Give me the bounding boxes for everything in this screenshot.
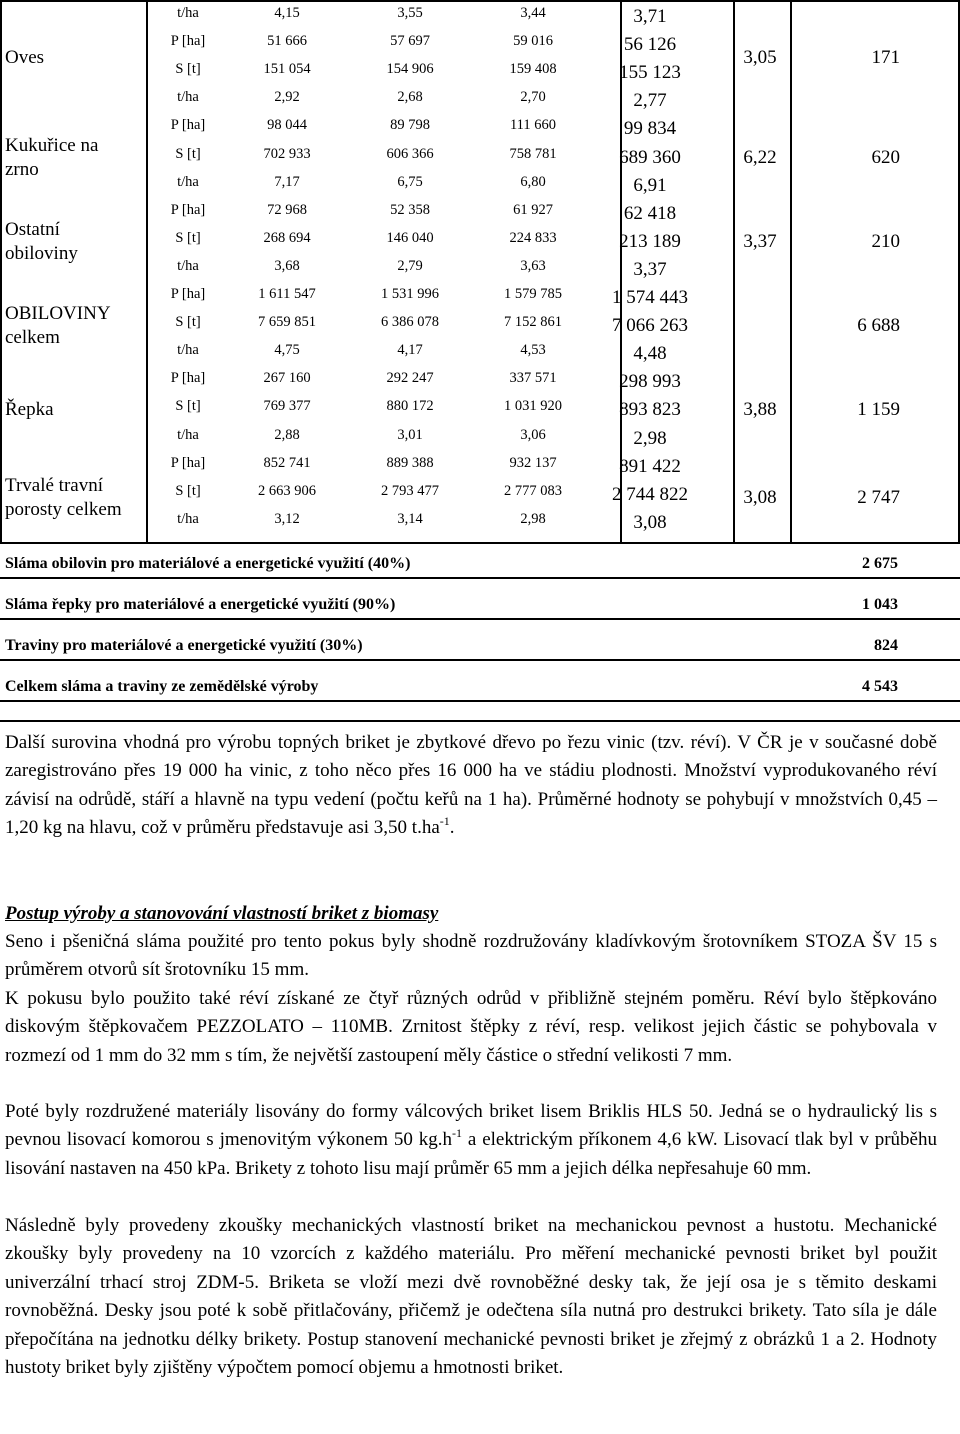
total-amount: 1 159 [857, 399, 900, 420]
unit-label: S [t] [175, 61, 201, 78]
table-vline [790, 0, 792, 543]
year-value: 61 927 [513, 201, 553, 218]
table-vline [733, 0, 735, 543]
average-value: 2,77 [633, 90, 667, 112]
unit-label: P [ha] [170, 370, 206, 387]
year-value: 7,17 [274, 173, 300, 190]
average-value: 689 360 [619, 146, 681, 168]
year-value: 852 741 [263, 454, 311, 471]
average-value: 99 834 [623, 118, 677, 140]
summary-bottom-rule [0, 720, 960, 722]
table-top-border [0, 0, 960, 2]
total-amount: 2 747 [857, 486, 900, 508]
year-value: 880 172 [386, 398, 434, 415]
year-value: 268 694 [263, 229, 311, 246]
year-value: 3,63 [520, 257, 546, 274]
average-value: 56 126 [623, 34, 677, 56]
summary-value: 824 [874, 637, 898, 654]
year-value: 4,15 [274, 5, 300, 21]
crop-name [5, 474, 122, 522]
unit-label: S [t] [175, 229, 201, 246]
section-heading: Postup výroby a stanovování vlastností briket z biomasy [5, 903, 439, 924]
table-vline [958, 0, 960, 543]
year-value: 3,44 [520, 5, 546, 21]
unit-label: t/ha [177, 173, 199, 190]
year-value: 3,68 [274, 257, 300, 274]
paragraph-hay-straw: Seno i pšeničná sláma použité pro tento pokus byly shodně rozdružovány kladívkovým šrotovníkem STOZA ŠV 15 s průměrem otvorů sít šrotovníku 15 mm. [5, 931, 937, 981]
unit-label: P [ha] [170, 454, 206, 471]
summary-value: 1 043 [862, 596, 898, 613]
unit-label: P [ha] [170, 117, 206, 134]
average-value: 7 066 263 [612, 315, 688, 337]
year-value: 267 160 [263, 370, 311, 387]
year-value: 72 968 [267, 201, 307, 218]
year-value: 6,80 [520, 173, 546, 190]
year-value: 6,75 [397, 173, 423, 190]
year-value: 1 579 785 [504, 286, 562, 302]
crop-name-line: OBILOVINY [5, 303, 111, 324]
summary-rule [0, 700, 960, 702]
average-value: 6,91 [633, 174, 667, 196]
summary-label: Sláma řepky pro materiálové a energetické využití (90%) [5, 596, 396, 613]
crop-name [5, 218, 78, 266]
yield-ratio: 3,08 [743, 486, 777, 508]
table-bottom-border [0, 542, 960, 544]
summary-rule [0, 577, 960, 579]
crop-name-line: Kukuřice na [5, 134, 99, 156]
crop-yield-table [0, 0, 960, 543]
year-value: 1 611 547 [258, 286, 316, 302]
crop-name-line: Trvalé travní [5, 474, 103, 496]
average-value: 893 823 [619, 399, 681, 421]
unit-label: t/ha [177, 5, 199, 21]
year-value: 52 358 [390, 201, 430, 218]
year-value: 4,75 [274, 342, 300, 359]
year-value: 702 933 [263, 145, 311, 162]
year-value: 2,88 [274, 426, 300, 443]
average-value: 891 422 [619, 455, 681, 477]
year-value: 154 906 [386, 61, 434, 78]
average-value: 4,48 [633, 343, 667, 365]
year-value: 7 152 861 [504, 314, 562, 331]
year-value: 2,98 [520, 510, 546, 527]
unit-label: t/ha [177, 426, 199, 443]
crop-name-line: porosty celkem [5, 498, 122, 520]
year-value: 111 660 [509, 117, 557, 134]
unit-label: t/ha [177, 510, 199, 527]
year-value: 2,68 [397, 89, 423, 106]
crop-name [5, 302, 111, 350]
year-value: 606 366 [386, 145, 434, 162]
year-value: 4,17 [397, 342, 423, 359]
year-value: 57 697 [390, 33, 430, 50]
year-value: 89 798 [390, 117, 430, 134]
summary-label: Sláma obilovin pro materiálové a energetické využití (40%) [5, 555, 411, 572]
year-value: 4,53 [520, 342, 546, 359]
average-value: 2,98 [633, 427, 667, 449]
year-value: 769 377 [263, 398, 311, 415]
year-value: 337 571 [509, 370, 557, 387]
year-value: 889 388 [386, 454, 434, 471]
year-value: 2,79 [397, 257, 423, 274]
paragraph-vine-prunings: Další surovina vhodná pro výrobu topných briket je zbytkové dřevo po řezu vinic (tzv. réví). V ČR je v současné době zaregistrováno přes 19 000 ha vinic, z toho něco přes 16 000 ha ve stádiu plodnosti. Množství vyprodukovaného réví závisí na odrůdě, stáří a hlavně na typu vedení (počtu keřů na 1 ha). Průměrné hodnoty se pohybují v množstvích 0,45 – 1,20 kg na hlavu, což v průměru představuje asi 3,50 $t.ha^{-1}$. [5, 732, 937, 839]
year-value: 3,06 [520, 426, 546, 443]
yield-ratio: 6,22 [743, 146, 777, 168]
summary-label: Traviny pro materiálové a energetické využití (30%) [5, 637, 363, 654]
year-value: 292 247 [386, 370, 434, 387]
year-value: 3,55 [397, 5, 423, 21]
crop-name-line: celkem [5, 327, 60, 348]
year-value: 151 054 [263, 61, 311, 78]
year-value: 51 666 [267, 33, 307, 50]
year-value: 932 137 [509, 454, 557, 471]
year-value: 2 777 083 [504, 482, 562, 499]
unit-label: t/ha [177, 342, 199, 359]
average-value: 3,71 [633, 6, 667, 27]
year-value: 2 663 906 [258, 482, 316, 499]
unit-label: S [t] [175, 314, 201, 331]
average-value: 155 123 [619, 62, 681, 84]
year-value: 7 659 851 [258, 314, 316, 331]
year-value: 6 386 078 [381, 314, 439, 331]
crop-name-line: Ostatní [5, 218, 60, 240]
table-vline [0, 0, 2, 543]
year-value: 146 040 [386, 229, 434, 246]
unit-label: P [ha] [170, 201, 206, 218]
year-value: 159 408 [509, 61, 557, 78]
yield-ratio: 3,05 [743, 47, 777, 68]
average-value: 213 189 [619, 230, 681, 252]
year-value: 59 016 [513, 33, 553, 50]
paragraph-pressing: Poté byly rozdružené materiály lisovány do formy válcových briket lisem Briklis HLS 50. Jedná se o hydraulický lis s pevnou lisovací komorou s jmenovitým výkonem 50 $kg.h^{-1}$ a elektrickým příkonem 4,6 kW. Lisovací tlak byl v průběhu lisování nastaven na 450 kPa. Brikety z tohoto lisu mají průměr 65 mm a jejich délka nepřesahuje 60 mm. [5, 1101, 937, 1179]
year-value: 2 793 477 [381, 482, 439, 499]
average-value: 62 418 [623, 202, 677, 224]
crop-name [5, 46, 44, 70]
year-value: 3,01 [397, 426, 423, 443]
year-value: 1 531 996 [381, 286, 439, 302]
unit-label: t/ha [177, 257, 199, 274]
crop-name-line: zrno [5, 158, 39, 180]
unit-label: S [t] [175, 398, 201, 415]
total-amount: 210 [871, 230, 900, 252]
summary-rule [0, 618, 960, 620]
year-value: 1 031 920 [504, 398, 562, 415]
summary-label: Celkem sláma a traviny ze zemědělské výroby [5, 678, 319, 695]
crop-name-line: Řepka [5, 399, 54, 420]
year-value: 3,12 [274, 510, 300, 527]
average-value: 1 574 443 [612, 287, 688, 308]
unit-label: P [ha] [170, 33, 206, 50]
total-amount: 620 [871, 146, 900, 168]
average-value: 3,37 [633, 258, 667, 280]
yield-ratio: 3,88 [743, 399, 777, 420]
average-value: 3,08 [633, 511, 667, 533]
summary-rule [0, 659, 960, 661]
summary-value: 2 675 [862, 555, 898, 572]
summary-value: 4 543 [862, 678, 898, 695]
year-value: 224 833 [509, 229, 557, 246]
average-value: 298 993 [619, 371, 681, 393]
total-amount: 171 [871, 47, 900, 68]
crop-name-line: obiloviny [5, 242, 78, 264]
paragraph-vine-chipping: K pokusu bylo použito také réví získané ze čtyř různých odrůd v přibližně stejném poměru. Réví bylo štěpkováno diskovým štěpkovačem PEZZOLATO – 110MB. Zrnitost štěpky z réví, resp. velikost jejich částic se pohybovala v rozmezí od 1 mm do 32 mm s tím, že největší zastoupení měly částice o střední velikosti 7 mm. [5, 988, 937, 1066]
average-value: 2 744 822 [612, 483, 688, 505]
yield-ratio: 3,37 [743, 230, 777, 252]
unit-label: S [t] [175, 482, 201, 499]
total-amount: 6 688 [857, 315, 900, 336]
unit-label: t/ha [177, 89, 199, 106]
year-value: 2,92 [274, 89, 300, 106]
unit-label: S [t] [175, 145, 201, 162]
year-value: 98 044 [267, 117, 307, 134]
year-value: 3,14 [397, 510, 423, 527]
crop-name [5, 398, 54, 422]
unit-label: P [ha] [170, 286, 206, 302]
year-value: 2,70 [520, 89, 546, 106]
year-value: 758 781 [509, 145, 557, 162]
crop-name-line: Oves [5, 47, 45, 68]
paragraph-mechanical-tests: Následně byly provedeny zkoušky mechanických vlastností briket na mechanickou pevnost a hustotu. Mechanické zkoušky byly provedeny na 10 vzorcích z každého materiálu. Pro měření mechanické pevnosti briket byl použit univerzální trhací stroj ZDM-5. Briketa se vloží mezi dvě rovnoběžné desky tak, že její osa je s těmito deskami rovnoběžná. Desky jsou poté k sobě přitlačovány, přičemž je odečtena síla nutná pro destrukci brikety. Tato síla je dále přepočítána na jednotku délky brikety. Postup stanovení mechanické pevnosti briket je zřejmý z obrázků 1 a 2. Hodnoty hustoty briket byly zjištěny výpočtem pomocí objemu a hmotnosti briket. [5, 1215, 937, 1379]
crop-name [5, 134, 98, 182]
